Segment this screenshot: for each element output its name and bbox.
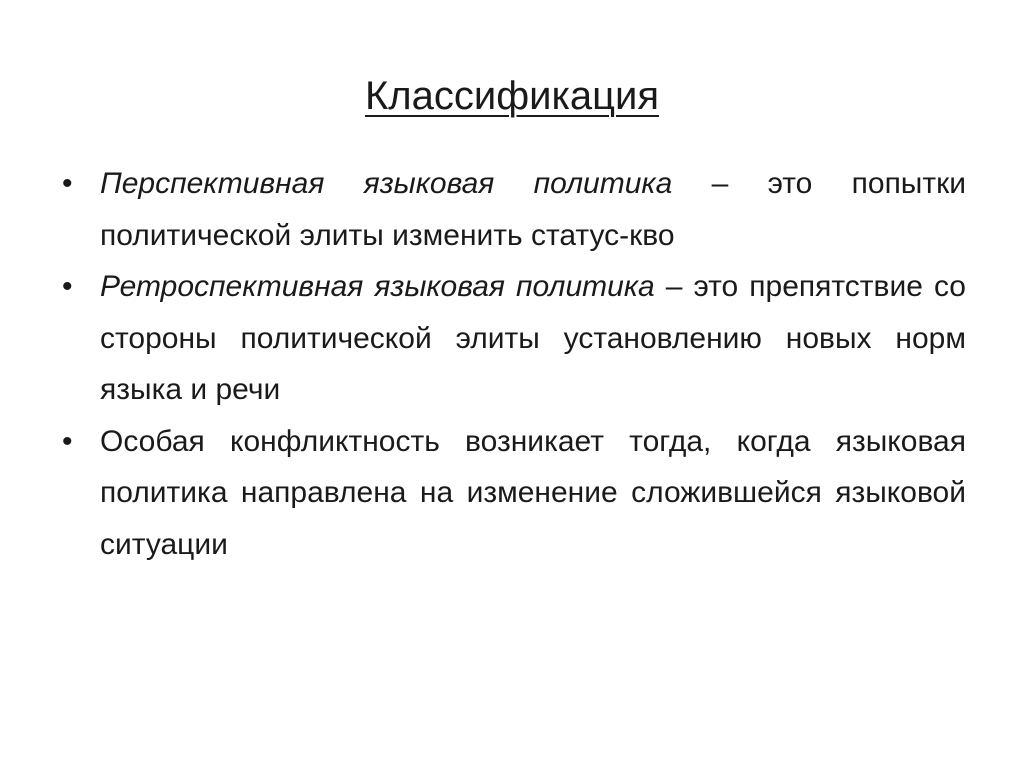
bullet-item-prospective [60,158,966,261]
bullet-text: – это попытки политической элиты изменить статус-кво [100,167,966,252]
bullet-dot-icon: • [62,424,73,458]
bullet-text: – это препятствие со стороны политической элиты установлению новых норм языка и речи [100,270,966,406]
bullet-item-conflict [60,416,966,571]
bullet-term: Ретроспективная языковая политика [100,270,655,303]
bullet-list [60,158,966,570]
bullet-item-retrospective [60,261,966,416]
bullet-dot-icon: • [62,167,73,200]
slide-title-text: Классификация [364,74,660,118]
bullet-term: Перспективная языковая политика [100,167,673,200]
bullet-dot-icon: • [62,270,73,303]
slide-title [0,70,1024,122]
bullet-text: Особая конфликтность возникает тогда, когда языковая политика направлена на изменение сложившейся языковой ситуации [100,424,966,561]
